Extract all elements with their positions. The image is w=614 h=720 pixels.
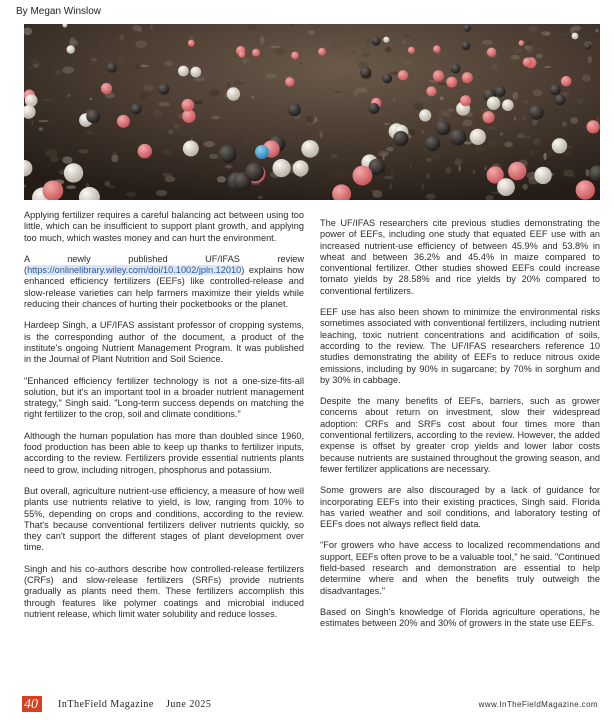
fertilizer-pellet <box>138 144 152 158</box>
fertilizer-pellet <box>552 138 567 153</box>
fertilizer-pellet <box>293 160 309 176</box>
fertilizer-pellet <box>182 99 195 112</box>
fertilizer-pellet <box>529 105 544 120</box>
fertilizer-pellet <box>576 180 595 199</box>
fertilizer-pellet <box>369 103 380 114</box>
fertilizer-pellet <box>188 40 195 47</box>
fertilizer-pellet <box>360 67 371 78</box>
page-number: 40 <box>24 697 38 712</box>
fertilizer-pellet <box>183 141 199 157</box>
paragraph-text: ) explains how enhanced efficiency fertilizers (EEFs) like controlled-release and slow-release varieties can help farmers maximize their yields while reducing their chances of hurting their pocketbooks or the planet. <box>24 265 304 310</box>
fertilizer-pellet <box>131 103 142 114</box>
fertilizer-pellet <box>398 70 408 80</box>
fertilizer-pellet <box>550 84 561 95</box>
fertilizer-pellet <box>382 73 392 83</box>
review-link[interactable]: https://onlinelibrary.wiley.com/doi/10.1002/jpln.12010 <box>27 265 242 276</box>
fertilizer-pellet <box>425 136 440 151</box>
fertilizer-pellet <box>64 163 83 182</box>
paragraph: EEF use has also been shown to minimize the environmental risks sometimes associated with conventional fertilizers, including nutrient leaching, toxic nutrient concentrations and acidification of soils, according to the review. The UF/IFAS researchers reference 10 studies demonstrating the ability of EEFs to reduce nitrous oxide emissions, including by 90% in sugarcane; by 70% in sorghum and by 30% in cabbage. <box>320 307 600 385</box>
fertilizer-pellet <box>585 43 591 49</box>
fertilizer-pellet <box>555 94 566 105</box>
fertilizer-pellet <box>572 33 579 40</box>
fertilizer-pellet <box>158 84 169 95</box>
paragraph-with-link <box>24 254 304 310</box>
paragraph-text: A newly published UF/IFAS review ( <box>24 253 304 276</box>
fertilizer-pellet <box>419 109 431 121</box>
fertilizer-photo <box>24 24 600 200</box>
paragraph: The UF/IFAS researchers cite previous studies demonstrating the power of EEFs, including one study that equated EEF use with an increased nutrient-use efficiency of between 45.9% and 53.8% in wheat and between 36.2% and 45.4% in maize compared to conventional fertilizer. Other studies showed EEFs could increase tomato yields by 28.58% and rice yields by 20% compared to conventional fertilizers. <box>320 218 600 296</box>
fertilizer-pellet <box>190 67 201 78</box>
fertilizer-pellet <box>245 163 264 182</box>
fertilizer-pellet <box>450 129 467 146</box>
fertilizer-pellet <box>393 131 408 146</box>
fertilizer-pellet <box>508 162 526 180</box>
fertilizer-pellet <box>446 77 457 88</box>
page-footer <box>0 690 614 720</box>
paragraph: Based on Singh's knowledge of Florida agriculture operations, he estimates between 20% and 30% of growers in the state use EEFs. <box>320 606 600 629</box>
fertilizer-pellet <box>252 49 260 57</box>
fertilizer-pellet <box>461 41 470 50</box>
fertilizer-pellet <box>460 95 471 106</box>
paragraph: "Enhanced efficiency fertilizer technology is not a one-size-fits-all solution, but it's an important tool in a broader nutrient management strategy," Singh said. "Long-term success depends on matching the right fertilizer to the crop, soil and climate conditions." <box>24 375 304 420</box>
fertilizer-pellet <box>497 178 515 196</box>
paragraph: Hardeep Singh, a UF/IFAS assistant professor of cropping systems, is the corresponding author of the document, a product of the institute's ongoing Nutrient Management Program. It was published in the Journal of Plant Nutrition and Soil Science. <box>24 320 304 365</box>
fertilizer-pellet <box>408 47 415 54</box>
fertilizer-pellet <box>318 48 326 56</box>
fertilizer-pellet <box>25 94 38 107</box>
fertilizer-pellet <box>107 63 117 73</box>
fertilizer-pellet <box>383 37 389 43</box>
fertilizer-pellet <box>227 87 240 100</box>
fertilizer-pellet <box>433 45 441 53</box>
fertilizer-pellet <box>178 66 189 77</box>
paragraph: But overall, agriculture nutrient-use efficiency, a measure of how well plants use nutrients relative to yield, is low, ranging from 10% to 55%, depending on crops and conditions, according to the review. That's because conventional fertilizers deliver nutrients quickly, so they can't support the different stages of plant development over time. <box>24 485 304 553</box>
right-column <box>320 218 600 640</box>
paragraph: Singh and his co-authors describe how controlled-release fertilizers (CRFs) and slow-release fertilizers (SRFs) provide nutrients gradually as plants need them. These fertilizers accomplish this through features like polymer coatings and microbial induced nutrient release, which limit water solubility and reduce losses. <box>24 563 304 619</box>
fertilizer-pellet <box>273 159 291 177</box>
fertilizer-pellet <box>523 58 532 67</box>
fertilizer-pellet <box>219 145 237 163</box>
fertilizer-pellet <box>433 70 444 81</box>
magazine-name: InTheField Magazine <box>58 699 154 710</box>
website-link[interactable]: www.InTheFieldMagazine.com <box>478 700 598 709</box>
blue-fertilizer-pellet <box>255 145 269 159</box>
paragraph: Although the human population has more than doubled since 1960, food production has been able to keep up thanks to fertilizer inputs, according to the review. Fertilizers provide essential nutrients plants need to grow, including nitrogen, phosphorus and potassium. <box>24 430 304 475</box>
fertilizer-pellet <box>285 77 294 86</box>
fertilizer-pellet <box>463 24 470 31</box>
fertilizer-pellet <box>182 109 195 122</box>
fertilizer-pellet <box>502 99 514 111</box>
fertilizer-pellet <box>587 120 600 133</box>
fertilizer-pellet <box>561 76 572 87</box>
paragraph: Applying fertilizer requires a careful balancing act between using too little, which can be insufficient to support plant growth, and applying too much, which wastes money and can hurt the environment. <box>24 210 304 243</box>
fertilizer-pellet <box>101 83 112 94</box>
left-column <box>24 210 304 630</box>
fertilizer-pellet <box>482 111 494 123</box>
paragraph: Despite the many benefits of EEFs, barriers, such as grower concerns about return on investment, slow their widespread adoption: CRFs and SRFs cost about four times more than conventional fertilizers, according to the review. However, the added expense is offset by greater crop yields and lower labor costs because nutrients are sustained throughout the growing season, and fewer fertilizer applications are necessary. <box>320 396 600 474</box>
fertilizer-pellet <box>239 51 246 58</box>
fertilizer-pellet <box>436 120 451 135</box>
fertilizer-pellet <box>301 140 319 158</box>
fertilizer-pellet <box>288 103 301 116</box>
fertilizer-pellet <box>462 72 473 83</box>
fertilizer-pellet <box>371 36 380 45</box>
fertilizer-pellet <box>451 64 461 74</box>
fertilizer-pellet <box>470 129 486 145</box>
fertilizer-pellet <box>534 167 551 184</box>
fertilizer-pellet <box>495 86 506 97</box>
page-number-badge <box>22 696 42 712</box>
fertilizer-pellet <box>67 45 75 53</box>
byline: By Megan Winslow <box>16 6 102 17</box>
paragraph: Some growers are also discouraged by a lack of guidance for incorporating EEFs into their existing practices, Singh said. Florida has varied weather and soil conditions, and laboratory testing of EEFs does not always reflect field data. <box>320 485 600 530</box>
fertilizer-pellet <box>117 115 130 128</box>
fertilizer-pellet <box>487 97 500 110</box>
fertilizer-pellet <box>353 166 373 186</box>
paragraph: "For growers who have access to localized recommendations and support, EEFs often prove to be a valuable tool," he said. "Continued field-based research and demonstration are essential to help determine where and when the benefits truly outweigh the disadvantages." <box>320 540 600 596</box>
fertilizer-pellet <box>487 48 496 57</box>
fertilizer-pellet <box>86 109 100 123</box>
fertilizer-pellet <box>426 86 436 96</box>
fertilizer-pellet <box>519 40 525 46</box>
fertilizer-pellet <box>291 52 299 60</box>
issue-date: June 2025 <box>166 699 212 710</box>
fertilizer-pellets-image <box>24 24 600 200</box>
